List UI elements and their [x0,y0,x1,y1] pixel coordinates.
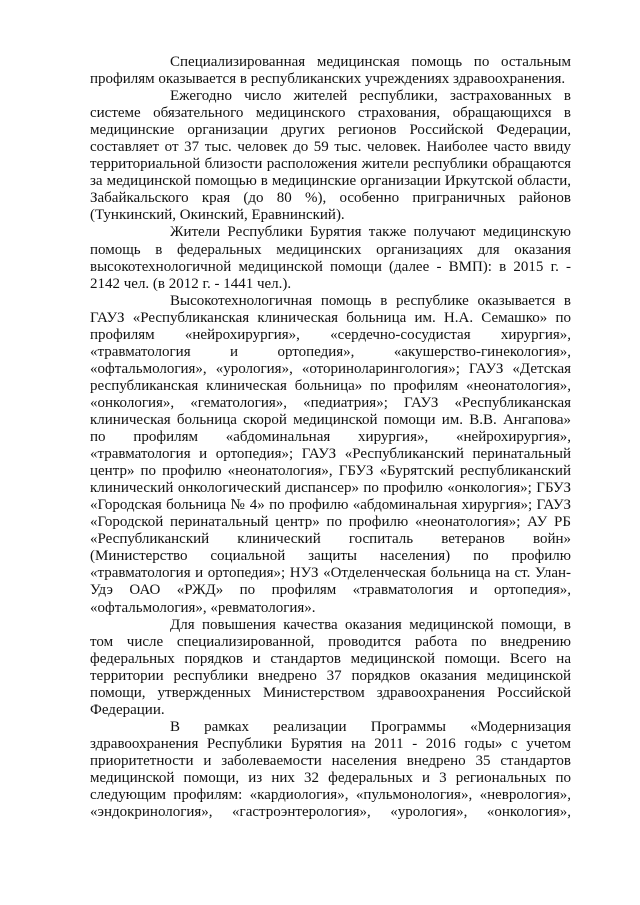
paragraph-specialized-care: Специализированная медицинская помощь по остальным профилям оказывается в республиканских учреждениях здравоохранения. [90,54,571,88]
paragraph-quality-standards: Для повышения качества оказания медицинской помощи, в том числе специализированной, проводится работа по внедрению федеральных порядков и стандартов медицинской помощи. Всего на территории республики внедрено 37 порядков оказания медицинской помощи, утвержденных Министерством здравоохранения Российской Федерации. [90,616,571,718]
paragraph-federal-vmp: Жители Республики Бурятия также получают медицинскую помощь в федеральных медицинских организациях для оказания высокотехнологичной медицинской помощи (далее - ВМП): в 2015 г. - 2142 чел. (в 2012 г. - 1441 чел.). [90,224,571,292]
paragraph-high-tech-care: Высокотехнологичная помощь в республике оказывается в ГАУЗ «Республиканская клиническая больница им. Н.А. Семашко» по профилям «нейрохирургия», «сердечно-сосудистая хирургия», «травматология и ортопедия», «акушерство-гинекология», «офтальмология», «урология», «оториноларингология»; ГАУЗ «Детская республиканская клиническая больница» по профилям «неонатология», «онкология», «гематология», «педиатрия»; ГАУЗ «Республиканская клиническая больница скорой медицинской помощи им. В.В. Ангапова» по профилям «абдоминальная хирургия», «нейрохирургия», «травматология и ортопедия»; ГАУЗ «Республиканский перинатальный центр» по профилю «неонатология», ГБУЗ «Бурятский республиканский клинический онкологический диспансер» по профилю «онкология»; ГБУЗ «Городская больница № 4» по профилю «абдоминальная хирургия»; ГАУЗ «Городской перинатальный центр» по профилю «неонатология»; АУ РБ «Республиканский клинический госпиталь ветеранов войн» (Министерство социальной защиты населения) по профилю «травматология и ортопедия»; НУЗ «Отделенческая больница на ст. Улан-Удэ ОАО «РЖД» по профилям «травматология и ортопедия», «офтальмология», «ревматология». [90,292,571,616]
document-body [90,54,571,821]
paragraph-modernization-program: В рамках реализации Программы «Модернизация здравоохранения Республики Бурятия на 2011 - 2016 годы» с учетом приоритетности и заболеваемости населения внедрено 35 стандартов медицинской помощи, из них 32 федеральных и 3 региональных по следующим профилям: «кардиология», «пульмонология», «неврология», «эндокринология», «гастроэнтерология», «урология», «онкология», [90,718,571,821]
paragraph-insured-residents: Ежегодно число жителей республики, застрахованных в системе обязательного медицинского страхования, обращающихся в медицинские организации других регионов Российской Федерации, составляет от 37 тыс. человек до 59 тыс. человек. Наиболее часто ввиду территориальной близости расположения жители республики обращаются за медицинской помощью в медицинские организации Иркутской области, Забайкальского края (до 80 %), особенно приграничных районов (Тункинский, Окинский, Еравнинский). [90,88,571,224]
